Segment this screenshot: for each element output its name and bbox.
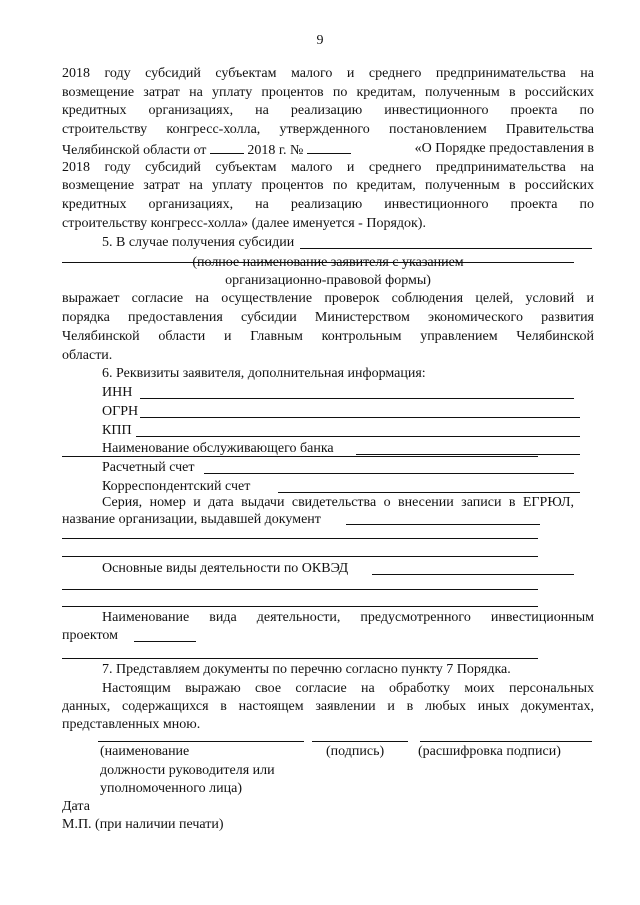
para5-line: Челябинской области и Главным контрольным управлением Челябинской <box>62 329 594 344</box>
corr-account-field[interactable] <box>278 492 580 493</box>
para4-line: 2018 году субсидий субъектам малого и среднего предпринимательства на <box>62 66 594 81</box>
activity-label-2: проектом <box>62 628 119 643</box>
consent-line: Настоящим выражаю свое согласие на обработку моих персональных <box>102 681 594 696</box>
egrul-field-2[interactable] <box>62 538 538 539</box>
consent-line: данных, содержащихся в настоящем заявлении и в любых иных документах, <box>62 699 594 714</box>
para4-line: 2018 году субсидий субъектам малого и среднего предпринимательства на <box>62 160 594 175</box>
number-blank <box>307 141 351 154</box>
kpp-field[interactable] <box>136 436 580 437</box>
position-label-3: уполномоченного лица) <box>100 781 242 796</box>
bank-field[interactable] <box>356 454 580 455</box>
para4-date-line <box>62 141 351 159</box>
okved-field[interactable] <box>372 574 574 575</box>
para4-line: «О Порядке предоставления в <box>414 141 594 156</box>
para5-line: выражает согласие на осуществление проверок соблюдения целей, условий и <box>62 291 594 306</box>
egrul-field[interactable] <box>346 524 540 525</box>
ogrn-label: ОГРН <box>102 404 139 419</box>
consent-line: представленных мною. <box>62 717 201 732</box>
para4-line: 2018 г. № <box>247 143 304 158</box>
activity-label: Наименование вида деятельности, предусмотренного инвестиционным <box>102 610 594 625</box>
bank-field-2[interactable] <box>62 456 538 457</box>
para4-line: возмещение затрат на уплату процентов по кредитам, полученным в российских <box>62 178 594 193</box>
date-label: Дата <box>62 799 90 814</box>
para4-line: строительству конгресс-холла, утвержденного постановлением Правительства <box>62 122 594 137</box>
para5-line: области. <box>62 348 113 363</box>
okved-field-2[interactable] <box>62 589 538 590</box>
para7-text: 7. Представляем документы по перечню согласно пункту 7 Порядка. <box>102 662 511 677</box>
para4-line: строительству конгресс-холла» (далее именуется - Порядок). <box>62 216 426 231</box>
egrul-label-2: название организации, выдавшей документ <box>62 512 321 527</box>
account-field[interactable] <box>204 473 574 474</box>
signature-field[interactable] <box>312 741 408 742</box>
inn-label: ИНН <box>102 385 133 400</box>
signature-decode-label: (расшифровка подписи) <box>418 744 561 759</box>
page-number: 9 <box>316 33 324 48</box>
para4-line: Челябинской области от <box>62 143 207 158</box>
signature-decode-field[interactable] <box>420 741 592 742</box>
activity-field[interactable] <box>134 641 196 642</box>
signature-label: (подпись) <box>326 744 385 759</box>
date-blank <box>210 141 244 154</box>
okved-label: Основные виды деятельности по ОКВЭД <box>102 561 349 576</box>
para4-line: возмещение затрат на уплату процентов по кредитам, полученным в российских <box>62 85 594 100</box>
caption-line: организационно-правовой формы) <box>225 273 431 288</box>
bank-label: Наименование обслуживающего банка <box>102 441 334 456</box>
para5-line: порядка предоставления субсидии Министерством экономического развития <box>62 310 594 325</box>
okved-field-3[interactable] <box>62 606 538 607</box>
corr-account-label: Корреспондентский счет <box>102 479 251 494</box>
egrul-field-3[interactable] <box>62 556 538 557</box>
caption-line: (полное наименование заявителя с указанием <box>192 255 464 270</box>
kpp-label: КПП <box>102 423 132 438</box>
ogrn-field[interactable] <box>140 417 580 418</box>
stamp-label: М.П. (при наличии печати) <box>62 817 224 832</box>
para5-lead: 5. В случае получения субсидии <box>102 235 295 250</box>
para6-heading: 6. Реквизиты заявителя, дополнительная информация: <box>102 366 426 381</box>
position-label-2: должности руководителя или <box>100 763 275 778</box>
position-label: (наименование <box>100 744 190 759</box>
para4-line: кредитных организациях, на реализацию инвестиционного проекта по <box>62 103 594 118</box>
inn-field[interactable] <box>140 398 574 399</box>
egrul-label: Серия, номер и дата выдачи свидетельства о внесении записи в ЕГРЮЛ, <box>102 495 574 510</box>
activity-field-2[interactable] <box>62 658 538 659</box>
para4-line: кредитных организациях, на реализацию инвестиционного проекта по <box>62 197 594 212</box>
account-label: Расчетный счет <box>102 460 195 475</box>
applicant-name-field[interactable] <box>300 248 592 249</box>
position-field[interactable] <box>98 741 304 742</box>
